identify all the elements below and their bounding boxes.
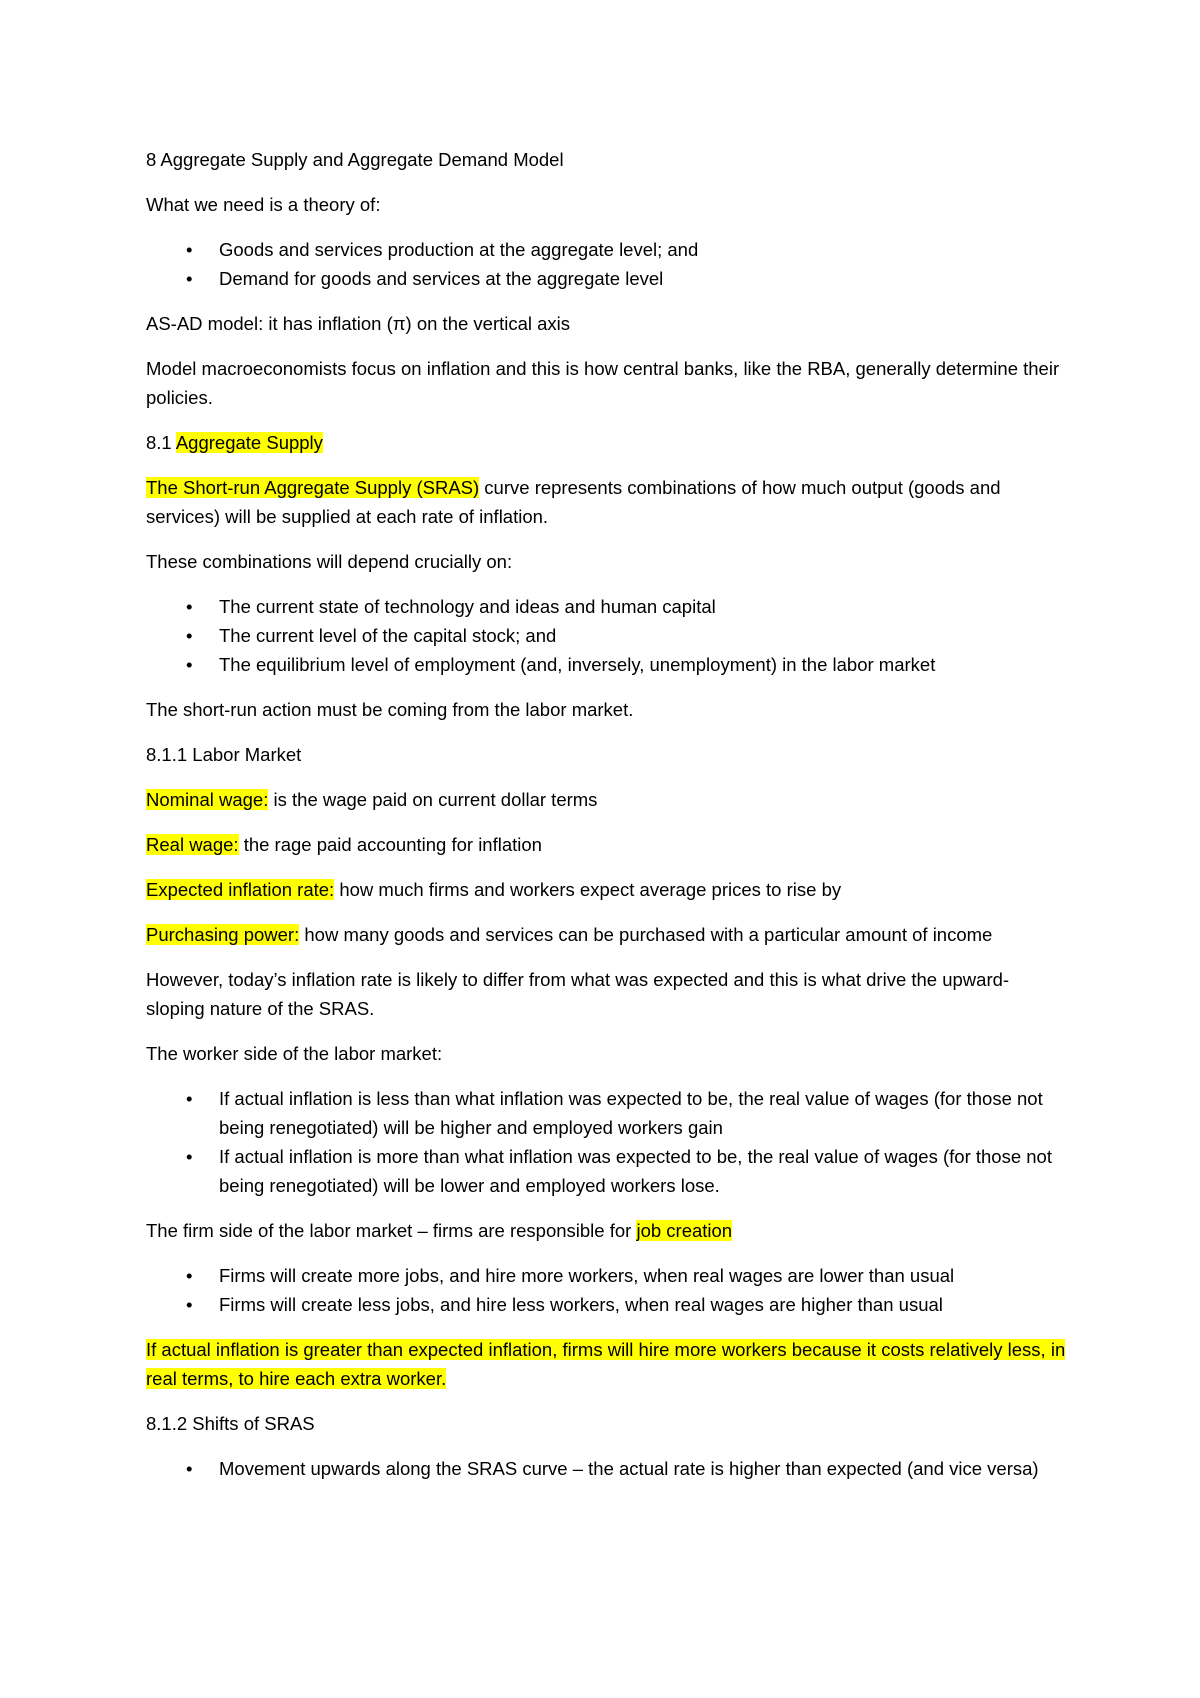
combinations-intro: These combinations will depend crucially on:	[146, 551, 513, 572]
definition-real-wage	[146, 830, 1066, 859]
intro-bullet-list	[146, 235, 1066, 293]
list-item: • Demand for goods and services at the aggregate level	[146, 264, 1066, 293]
firm-bullet-list	[146, 1261, 1066, 1319]
definition-purchasing-power	[146, 920, 1066, 949]
sras-term-highlight: The Short-run Aggregate Supply (SRAS)	[146, 477, 480, 498]
list-item: • If actual inflation is more than what inflation was expected to be, the real value of wages (for those not being renegotiated) will be lower and employed workers lose.	[146, 1142, 1066, 1200]
list-item: • The equilibrium level of employment (and, inversely, unemployment) in the labor market	[146, 650, 1066, 679]
however-paragraph: However, today’s inflation rate is likely to differ from what was expected and this is what drive the upward-sloping nature of the SRAS.	[146, 969, 1010, 1019]
section-heading-8-1-1: 8.1.1 Labor Market	[146, 744, 302, 765]
section-number: 8.1	[146, 432, 176, 453]
model-paragraph: Model macroeconomists focus on inflation and this is how central banks, like the RBA, generally determine their policies.	[146, 358, 1060, 408]
section-heading-8-1-2: 8.1.2 Shifts of SRAS	[146, 1413, 315, 1434]
definition-text: how much firms and workers expect average prices to rise by	[334, 879, 842, 900]
list-item: • Goods and services production at the aggregate level; and	[146, 235, 1066, 264]
definition-term-highlight: Nominal wage:	[146, 789, 269, 810]
conclusion-paragraph	[146, 1335, 1066, 1393]
list-item: • Movement upwards along the SRAS curve – the actual rate is higher than expected (and vice versa)	[146, 1454, 1066, 1483]
definition-term-highlight: Real wage:	[146, 834, 239, 855]
list-item: • If actual inflation is less than what inflation was expected to be, the real value of wages (for those not being renegotiated) will be higher and employed workers gain	[146, 1084, 1066, 1142]
definition-text: the rage paid accounting for inflation	[238, 834, 542, 855]
list-item: • The current level of the capital stock; and	[146, 621, 1066, 650]
conclusion-highlight: If actual inflation is greater than expected inflation, firms will hire more workers because it costs relatively less, in real terms, to hire each extra worker.	[146, 1339, 1066, 1389]
definition-nominal-wage	[146, 785, 1066, 814]
definition-text: how many goods and services can be purchased with a particular amount of income	[299, 924, 993, 945]
page-title: 8 Aggregate Supply and Aggregate Demand Model	[146, 149, 564, 170]
document-page	[146, 145, 1066, 1499]
sras-definition-paragraph	[146, 473, 1066, 531]
definition-text: is the wage paid on current dollar terms	[268, 789, 598, 810]
asad-paragraph: AS-AD model: it has inflation (π) on the vertical axis	[146, 313, 571, 334]
firm-side-text: The firm side of the labor market – firms are responsible for	[146, 1220, 637, 1241]
sras-definition-text: curve represents combinations of how much output (goods and services) will be supplied at each rate of inflation.	[146, 477, 1001, 527]
section-title-highlight: Aggregate Supply	[175, 432, 323, 453]
definition-term-highlight: Expected inflation rate:	[146, 879, 335, 900]
firm-side-intro	[146, 1216, 1066, 1245]
shift-bullet-list	[146, 1454, 1066, 1483]
worker-side-intro: The worker side of the labor market:	[146, 1043, 443, 1064]
list-item: • Firms will create more jobs, and hire more workers, when real wages are lower than usual	[146, 1261, 1066, 1290]
intro-paragraph: What we need is a theory of:	[146, 194, 381, 215]
list-item: • Firms will create less jobs, and hire less workers, when real wages are higher than usual	[146, 1290, 1066, 1319]
definition-expected-inflation	[146, 875, 1066, 904]
definition-term-highlight: Purchasing power:	[146, 924, 300, 945]
combinations-bullet-list	[146, 592, 1066, 679]
job-creation-highlight: job creation	[636, 1220, 733, 1241]
short-run-paragraph: The short-run action must be coming from the labor market.	[146, 699, 634, 720]
section-heading-8-1	[146, 428, 1066, 457]
list-item: • The current state of technology and ideas and human capital	[146, 592, 1066, 621]
worker-bullet-list	[146, 1084, 1066, 1200]
